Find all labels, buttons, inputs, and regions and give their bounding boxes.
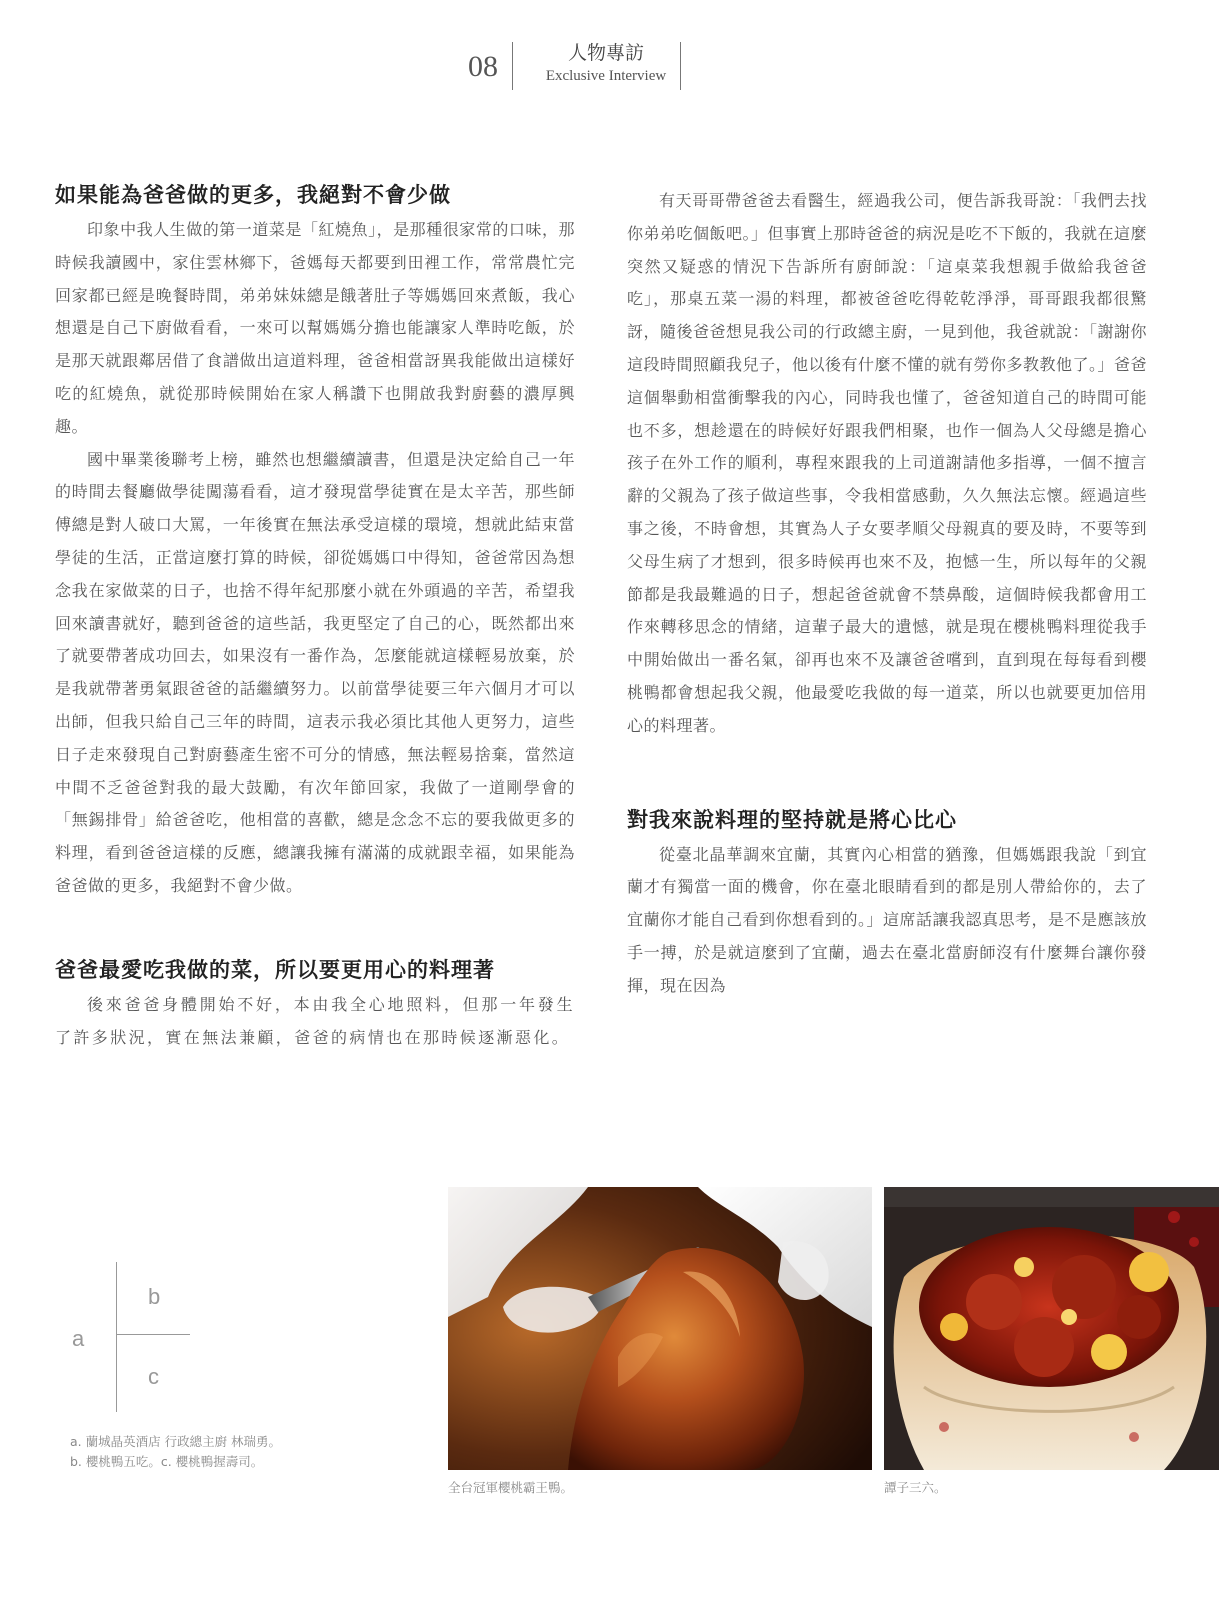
page-number: 08 [468,50,498,83]
paragraph-move-to-yilan: 從臺北晶華調來宜蘭，其實內心相當的猶豫，但媽媽跟我說「到宜蘭才有獨當一面的機會，你在臺北眼睛看到的都是別人帶給你的，去了宜蘭你才能自己看到你想看到的。」這席話讓我認真思考，是不是應該放手一搏，於是就這麼到了宜蘭，過去在臺北當廚師沒有什麼舞台讓你發揮，現在因為 [627,844,1148,995]
legend-label-c: c [148,1364,159,1389]
left-column [55,180,575,1054]
claypot-dish-illustration [884,1187,1219,1470]
paragraph-apprentice: 國中畢業後聯考上榜，雖然也想繼續讀書，但還是決定給自己一年的時間去餐廳做學徒闖蕩看看，這才發現當學徒實在是太辛苦，那些師傅總是對人破口大罵，一年後實在無法承受這樣的環境，想就此結束當學徒的生活，正當這麼打算的時候，卻從媽媽口中得知，爸爸常因為想念我在家做菜的日子，也捨不得年紀那麼小就在外頭過的辛苦，希望我回來讀書就好，聽到爸爸的這些話，我更堅定了自己的心，既然都出來了就要帶著成功回去，如果沒有一番作為，怎麼能就這樣輕易放棄，於是我就帶著勇氣跟爸爸的話繼續努力。以前當學徒要三年六個月才可以出師，但我只給自己三年的時間，這表示我必須比其他人更努力，這些日子走來發現自己對廚藝產生密不可分的情感，無法輕易捨棄，當然這中間不乏爸爸對我的最大鼓勵，有次年節回家，我做了一道剛學會的「無錫排骨」給爸爸吃，他相當的喜歡，總是念念不忘的要我做更多的料理，看到爸爸這樣的反應，總讓我擁有滿滿的成就跟幸福，如果能為爸爸做的更多，我絕對不會少做。 [55,449,575,895]
legend-label-a: a [72,1326,85,1351]
claypot-dish-photo [884,1187,1219,1470]
paragraph-dad-illness: 後來爸爸身體開始不好，本由我全心地照料，但那一年發生了許多狀況，實在無法兼顧，爸爸的病情也在那時候逐漸惡化。 [55,994,575,1047]
paragraph-last-meal: 有天哥哥帶爸爸去看醫生，經過我公司，便告訴我哥說：「我們去找你弟弟吃個飯吧。」但事實上那時爸爸的病況是吃不下飯的，我就在這麼突然又疑惑的情況下告訴所有廚師說：「這桌菜我想親手做給我爸爸吃」，那桌五菜一湯的料理，都被爸爸吃得乾乾淨淨，哥哥跟我都很驚訝，隨後爸爸想見我公司的行政總主廚，一見到他，我爸就說：「謝謝你這段時間照顧我兒子，他以後有什麼不懂的就有勞你多教教他了。」爸爸這個舉動相當衝擊我的內心，同時我也懂了，爸爸知道自己的時間可能也不多，想趁還在的時候好好跟我們相聚，也作一個為人父母總是擔心孩子在外工作的順利，專程來跟我的上司道謝請他多指導，一個不擅言辭的父親為了孩子做這些事，令我相當感動，久久無法忘懷。經過這些事之後，不時會想，其實為人子女要孝順父母親真的要及時，不要等到父母生病了才想到，很多時候再也來不及，抱憾一生，所以每年的父親節都是我最難過的日子，想起爸爸就會不禁鼻酸，這個時候我都會用工作來轉移思念的情緒，這輩子最大的遺憾，就是現在櫻桃鴨料理從我手中開始做出一番名氣，卻再也來不及讓爸爸嚐到，直到現在每每看到櫻桃鴨都會想起我父親，他最愛吃我做的每一道菜，所以也就要更加倍用心的料理著。 [627,191,1148,735]
roast-duck-photo [448,1187,872,1470]
photo-layout-legend [70,1262,200,1412]
heading-do-more-for-dad: 如果能為爸爸做的更多，我絕對不會少做 [55,182,451,207]
page-header [0,38,1219,98]
legend-caption [70,1432,281,1472]
legend-vertical-line [116,1262,117,1412]
right-column [627,185,1147,1003]
paragraph-first-dish: 印象中我人生做的第一道菜是「紅燒魚」，是那種很家常的口味，那時候我讀國中，家住雲林鄉下，爸媽每天都要到田裡工作，常常農忙完回家都已經是晚餐時間，弟弟妹妹總是餓著肚子等媽媽回來煮飯，我心想還是自己下廚做看看，一來可以幫媽媽分擔也能讓家人準時吃飯，於是那天就跟鄰居借了食譜做出這道料理，爸爸相當訝異我能做出這樣好吃的紅燒魚，就從那時候開始在家人稱讚下也開啟我對廚藝的濃厚興趣。 [55,220,575,436]
section-title-english: Exclusive Interview [545,68,667,84]
legend-caption-line-1: a. 蘭城晶英酒店 行政總主廚 林瑞勇。 [70,1434,282,1449]
legend-caption-line-2: b. 櫻桃鴨五吃。c. 櫻桃鴨握壽司。 [70,1454,264,1469]
header-divider-right [680,42,681,90]
section-title-chinese: 人物專訪 [567,42,644,64]
claypot-dish-caption: 譚子三六。 [884,1480,947,1495]
legend-horizontal-line [116,1334,190,1335]
heading-dad-favorite: 爸爸最愛吃我做的菜，所以要更用心的料理著 [55,956,495,982]
heading-cooking-persistence: 對我來說料理的堅持就是將心比心 [627,806,957,832]
header-divider-left [512,42,513,90]
roast-duck-illustration [448,1187,872,1470]
legend-label-b: b [148,1284,161,1309]
roast-duck-caption: 全台冠軍櫻桃霸王鴨。 [448,1480,574,1495]
